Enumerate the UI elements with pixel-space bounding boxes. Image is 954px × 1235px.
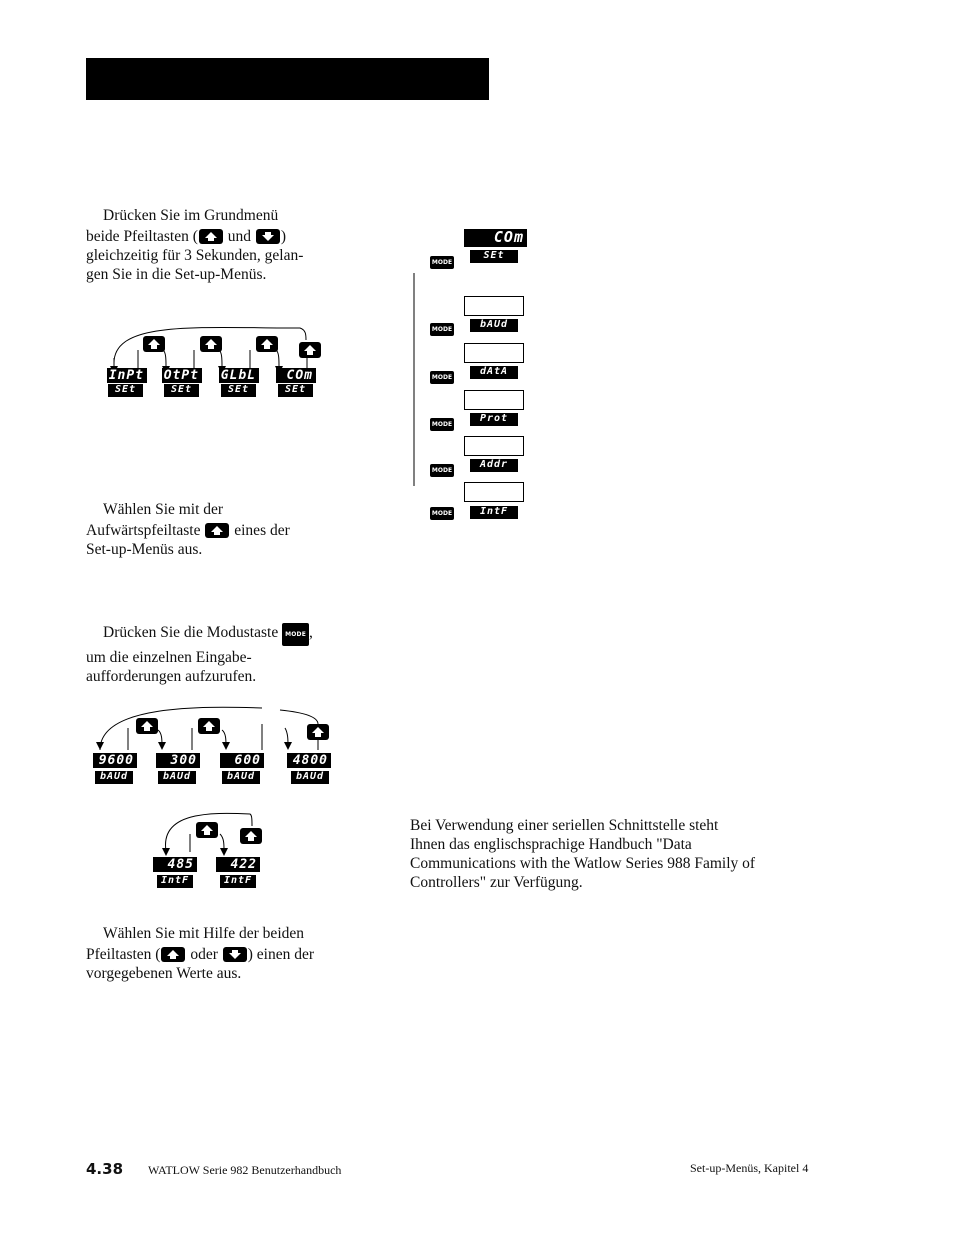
values-line-3: vorgegebenen Werte aus.	[86, 965, 242, 982]
mode-key-icon: MODE	[430, 418, 454, 431]
empty-display	[464, 436, 524, 456]
lcd-otpt: OtPt	[162, 368, 202, 383]
mode-line-1a: Drücken Sie die Modustaste	[103, 624, 279, 641]
lcd-inpt: InPt	[107, 368, 147, 383]
intro-line-2c: )	[280, 228, 287, 245]
lcd-intf-label: IntF	[157, 875, 193, 888]
mode-key-icon: MODE	[430, 256, 454, 269]
mode-key-icon: MODE	[282, 623, 309, 646]
chapter-label: Set-up-Menüs, Kapitel 4	[690, 1161, 809, 1175]
lcd-baud-300: 300	[156, 753, 200, 768]
values-paragraph	[86, 924, 386, 983]
lcd-baud-label: bAUd	[95, 771, 133, 784]
right-lcd-com: COm	[464, 229, 527, 247]
mode-key-icon: MODE	[430, 371, 454, 384]
lcd-intf-label: IntF	[220, 875, 256, 888]
lcd-baud-9600: 9600	[93, 753, 137, 768]
empty-display	[464, 343, 524, 363]
right-lcd-data: dAtA	[470, 366, 518, 379]
up-key-icon	[200, 336, 222, 352]
lcd-baud-label: bAUd	[158, 771, 196, 784]
lcd-baud-600: 600	[220, 753, 264, 768]
up-key-icon	[198, 718, 220, 734]
note-line-4: Controllers" zur Verfügung.	[410, 874, 583, 891]
intro-line-1: Drücken Sie im Grundmenü	[103, 207, 279, 224]
down-arrow-key-icon	[223, 947, 247, 962]
select-paragraph	[86, 500, 376, 559]
lcd-glbl: GLbL	[219, 368, 259, 383]
up-key-icon	[136, 718, 158, 734]
mode-key-icon: MODE	[430, 507, 454, 520]
manual-title: WATLOW Serie 982 Benutzerhandbuch	[148, 1163, 342, 1177]
mode-line-2: um die einzelnen Eingabe-	[86, 649, 252, 666]
select-line-3: Set-up-Menüs aus.	[86, 541, 203, 558]
right-lcd-prot: Prot	[470, 413, 518, 426]
mode-key-icon: MODE	[430, 464, 454, 477]
intro-line-3: gleichzeitig für 3 Sekunden, gelan-	[86, 247, 304, 264]
right-lcd-baud: bAUd	[470, 319, 518, 332]
lcd-otpt-set: SEt	[164, 384, 199, 397]
up-arrow-key-icon	[161, 947, 185, 962]
intro-line-2a: beide Pfeiltasten (	[86, 228, 198, 245]
up-key-icon	[256, 336, 278, 352]
up-arrow-key-icon	[205, 523, 229, 538]
lcd-com-set: SEt	[278, 384, 313, 397]
values-line-2b: oder	[190, 946, 218, 963]
note-line-2: Ihnen das englischsprachige Handbuch "Data	[410, 836, 692, 853]
up-key-icon	[143, 336, 165, 352]
right-lcd-set: SEt	[470, 250, 518, 263]
note-paragraph	[410, 816, 850, 892]
lcd-inpt-set: SEt	[108, 384, 143, 397]
values-line-2a: Pfeiltasten (	[86, 946, 161, 963]
mode-paragraph	[86, 623, 386, 686]
select-line-2a: Aufwärtspfeiltaste	[86, 522, 201, 539]
mode-line-1b: ,	[309, 624, 313, 641]
empty-display	[464, 482, 524, 502]
mode-key-icon: MODE	[430, 323, 454, 336]
lcd-baud-4800: 4800	[287, 753, 331, 768]
values-line-1: Wählen Sie mit Hilfe der beiden	[103, 925, 305, 942]
empty-display	[464, 296, 524, 316]
lcd-glbl-set: SEt	[221, 384, 256, 397]
right-lcd-addr: Addr	[470, 459, 518, 472]
select-line-1: Wählen Sie mit der	[103, 501, 224, 518]
right-lcd-intf: IntF	[470, 506, 518, 519]
up-key-icon	[307, 724, 329, 740]
select-line-2b: eines der	[234, 522, 290, 539]
lcd-intf-422: 422	[216, 857, 260, 872]
note-line-3: Communications with the Watlow Series 988 Family of	[410, 855, 756, 872]
intro-line-2b: und	[227, 228, 252, 245]
empty-display	[464, 390, 524, 410]
page-number: 4.38	[86, 1160, 124, 1178]
values-line-2c: ) einen der	[247, 946, 315, 963]
intro-line-4: gen Sie in die Set-up-Menüs.	[86, 266, 267, 283]
up-key-icon	[240, 828, 262, 844]
note-line-1: Bei Verwendung einer seriellen Schnittstelle steht	[410, 817, 719, 834]
up-key-icon	[299, 342, 321, 358]
lcd-com: COm	[276, 368, 316, 383]
up-key-icon	[196, 822, 218, 838]
lcd-baud-label: bAUd	[291, 771, 329, 784]
lcd-baud-label: bAUd	[222, 771, 260, 784]
mode-line-3: aufforderungen aufzurufen.	[86, 668, 257, 685]
lcd-intf-485: 485	[153, 857, 197, 872]
